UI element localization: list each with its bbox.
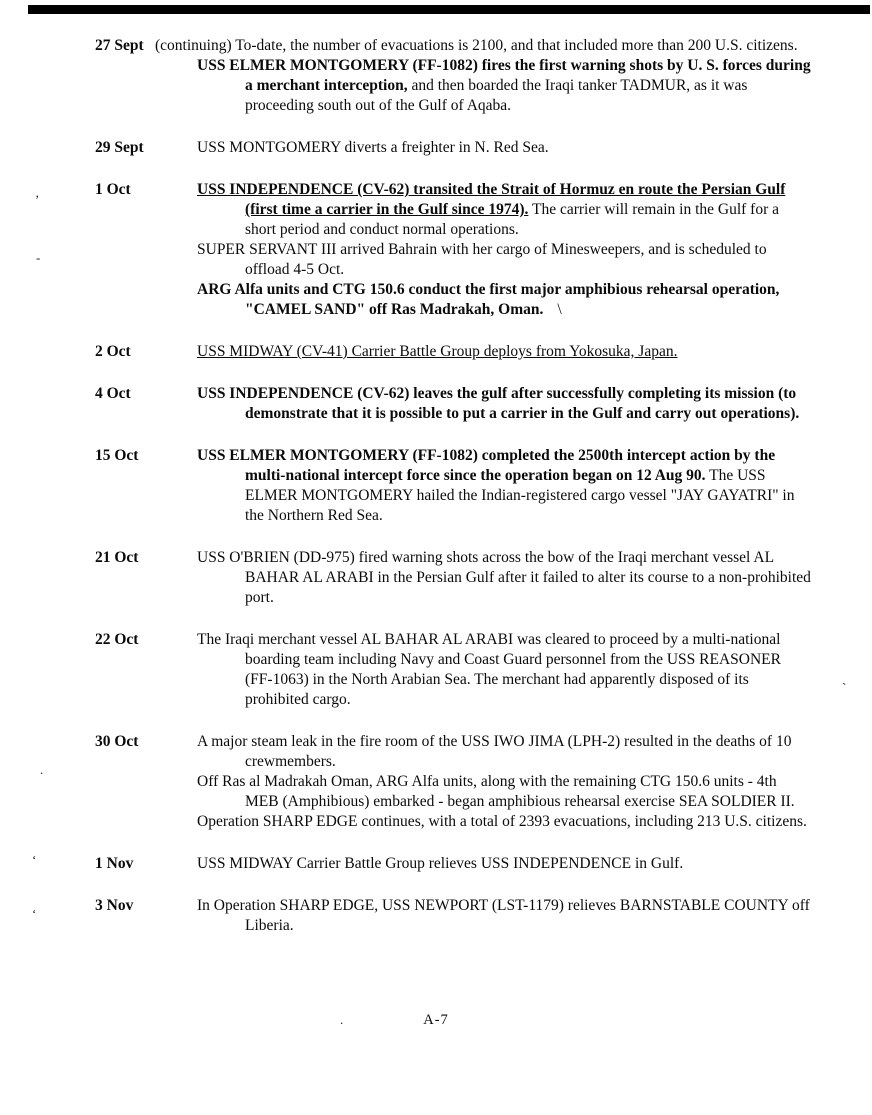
entry-date: 1 Nov [95,855,134,872]
text-run: USS ELMER MONTGOMERY (FF-1082) fires the first warning shots by U. S. forces during a merchant interception, [197,57,811,94]
entry-paragraph [197,630,812,710]
page-number: A-7 [423,1012,449,1028]
entry-date: 1 Oct [95,181,131,198]
text-run: A major steam leak in the fire room of the USS IWO JIMA (LPH-2) resulted in the deaths of 10 crewmembers. [197,733,792,770]
timeline-entry [95,384,812,424]
timeline-entry [95,854,812,874]
entry-date: 4 Oct [95,385,131,402]
timeline-entry [95,180,812,320]
text-run: USS O'BRIEN (DD-975) fired warning shots across the bow of the Iraqi merchant vessel AL BAHAR AL ARABI in the Persian Gulf after it failed to alter its course to a non-prohibited port. [197,549,811,606]
timeline-entry [95,138,812,158]
text-run: The Iraqi merchant vessel AL BAHAR AL ARABI was cleared to proceed by a multi-national boarding team including Navy and Coast Guard personnel from the USS REASONER (FF-1063) in the North Arabian Sea. The merchant had apparently disposed of its prohibited cargo. [197,631,781,708]
timeline-entry [95,36,812,116]
text-run: Off Ras al Madrakah Oman, ARG Alfa units, along with the remaining CTG 150.6 units - 4th MEB (Amphibious) embarked - began amphibious rehearsal exercise SEA SOLDIER II. [197,773,795,810]
scan-artifact: ’ [35,192,40,207]
entry-items [197,138,812,158]
timeline-entry [95,732,812,832]
chronology-list [95,36,812,958]
entry-items [197,630,812,710]
text-run: USS MIDWAY (CV-41) Carrier Battle Group deploys from Yokosuka, Japan. [197,343,678,360]
entry-paragraph [197,896,812,936]
entry-paragraph [197,812,812,832]
timeline-entry [95,548,812,608]
entry-date: 27 Sept [95,37,144,54]
entry-date: 2 Oct [95,343,131,360]
entry-paragraph [197,138,812,158]
text-run: USS INDEPENDENCE (CV-62) transited the Strait of Hormuz en route the Persian Gulf (first time a carrier in the Gulf since 1974). [197,181,786,218]
entry-paragraph [197,384,812,424]
scan-artifact: . [40,762,44,777]
text-run: The carrier will remain in the Gulf for a short period and conduct normal operations. [245,201,780,238]
text-run: Operation SHARP EDGE continues, with a total of 2393 evacuations, including 213 U.S. citizens. [197,813,807,830]
text-run: SUPER SERVANT III arrived Bahrain with her cargo of Minesweepers, and is scheduled to offload 4-5 Oct. [197,241,767,278]
scan-artifact: ‘ [32,852,37,867]
timeline-entry [95,446,812,526]
entry-items [197,180,812,320]
entry-paragraph [197,240,812,280]
scan-artifact: ` [842,680,847,695]
entry-date: 22 Oct [95,631,139,648]
text-run: ARG Alfa units and CTG 150.6 conduct the first major amphibious rehearsal operation, "CAMEL SAND" off Ras Madrakah, Oman. [197,281,780,318]
entry-paragraph [197,732,812,772]
scan-artifact: ‘ [32,906,37,921]
entry-date: 3 Nov [95,897,134,914]
entry-items [197,446,812,526]
entry-paragraph [197,854,812,874]
entry-items [197,548,812,608]
entry-items [155,36,812,116]
text-run: (continuing) To-date, the number of evacuations is 2100, and that included more than 200 U.S. citizens. [155,37,798,54]
entry-items [197,342,812,362]
entry-paragraph [197,548,812,608]
text-run: and then boarded the Iraqi tanker TADMUR, as it was proceeding south out of the Gulf of Aqaba. [245,77,748,114]
entry-date: 15 Oct [95,447,139,464]
entry-paragraph [155,36,812,56]
entry-items [197,732,812,832]
text-run: USS ELMER MONTGOMERY (FF-1082) completed the 2500th intercept action by the multi-national intercept force since the operation began on 12 Aug 90. [197,447,776,484]
text-run: The USS ELMER MONTGOMERY hailed the Indian-registered cargo vessel "JAY GAYATRI" in the Northern Red Sea. [245,467,795,524]
text-run: In Operation SHARP EDGE, USS NEWPORT (LST-1179) relieves BARNSTABLE COUNTY off Liberia. [197,897,810,934]
timeline-entry [95,630,812,710]
entry-date: 21 Oct [95,549,139,566]
text-run: USS INDEPENDENCE (CV-62) leaves the gulf after successfully completing its mission (to demonstrate that it is possible to put a carrier in the Gulf and carry out operations). [197,385,800,422]
entry-date: 30 Oct [95,733,139,750]
entry-items [197,896,812,936]
scan-artifact: - [36,250,41,265]
entry-paragraph [197,772,812,812]
timeline-entry [95,896,812,936]
scan-artifact: \ [557,301,562,318]
entry-paragraph [197,342,812,362]
entry-paragraph [197,180,812,240]
text-run: USS MONTGOMERY diverts a freighter in N. Red Sea. [197,139,549,156]
entry-items [197,854,812,874]
scan-edge-bar [28,5,870,14]
timeline-entry [95,342,812,362]
entry-paragraph [197,280,812,320]
entry-paragraph [197,56,812,116]
entry-paragraph [197,446,812,526]
entry-date: 29 Sept [95,139,144,156]
scan-artifact: . [340,1012,344,1027]
entry-items [197,384,812,424]
text-run: USS MIDWAY Carrier Battle Group relieves USS INDEPENDENCE in Gulf. [197,855,684,872]
